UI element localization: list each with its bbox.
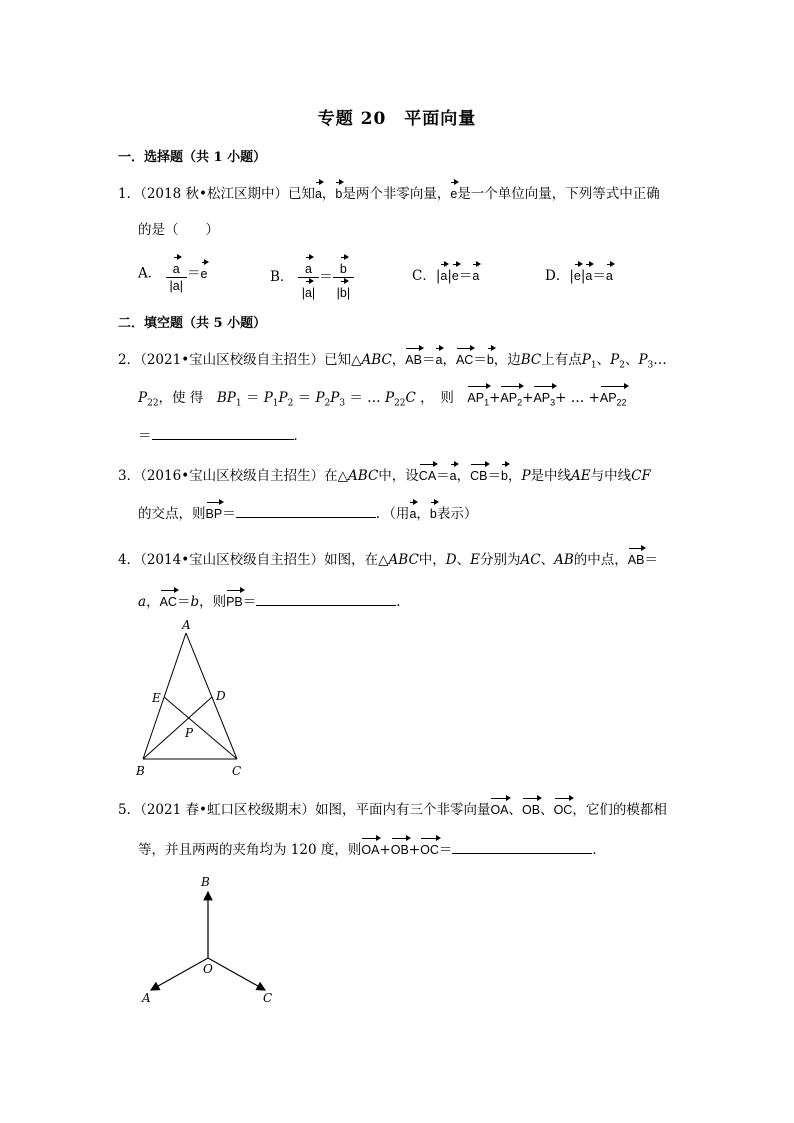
vector-oc (208, 958, 265, 990)
label-b: B (136, 764, 145, 778)
option-c[interactable]: C．|a|e＝a (412, 262, 479, 284)
question-2-line-1: 2．（2021•宝山区校级自主招生）已知△ABC，AB＝a，AC＝b，边BC上有点$P_1$、$P_2$、$P_3\dots$ (118, 346, 667, 371)
vectors-figure (135, 870, 285, 1010)
question-1-line-1: 1．（2018 秋•松江区期中）已知a，b是两个非零向量，e是一个单位向量，下列等式中正确 (118, 180, 660, 202)
question-1-line-2: 的是（ ） (138, 222, 219, 238)
label-a: A (142, 991, 151, 1005)
question-3-line-2: 的交点，则BP＝ ．（用a，b表示） (138, 500, 477, 522)
triangle-figure (130, 615, 260, 780)
label-e: E (152, 691, 161, 705)
option-b[interactable]: B． $\frac{a}{|a|}$ ＝ $\frac{b}{|b|}$ (270, 255, 354, 300)
question-4-line-2: a，AC＝b，则PB＝ ． (138, 588, 410, 610)
answer-blank-3[interactable] (236, 505, 376, 518)
answer-blank-4[interactable] (256, 593, 396, 606)
label-c: C (232, 764, 242, 778)
question-4-line-1: 4．（2014•宝山区校级自主招生）如图，在△ABC中，D、E分别为AC、AB的中点，AB＝ (118, 546, 658, 568)
answer-blank-2[interactable] (152, 427, 294, 440)
label-p: P (185, 726, 194, 740)
vector-oa (151, 958, 208, 990)
section-fill-heading: 二．填空题（共 5 小题） (118, 316, 267, 331)
label-c: C (263, 991, 273, 1005)
option-d[interactable]: D．|e|a＝a (545, 262, 613, 284)
median-cf (164, 697, 237, 759)
label-d: D (216, 689, 226, 703)
question-3-line-1: 3．（2016•宝山区校级自主招生）在△ABC中，设CA＝a，CB＝b，P是中线AE与中线CF (118, 462, 651, 484)
question-5-line-2: 等，并且两两的夹角均为 120 度，则OA+OB+OC＝ ． (138, 836, 606, 858)
option-a[interactable]: A． $\frac{a}{|a|}$ ＝e (138, 255, 207, 293)
answer-blank-5[interactable] (452, 841, 592, 854)
side-ac (186, 633, 237, 759)
label-o: O (203, 962, 213, 976)
question-2-line-2: $P_{22}$，使 得 $BP_1 = P_1P_2 = P_2P_3$ ＝ … $P_{22}C$ ， 则 $AP_1+AP_2+AP_3+$ … $+AP_{22}$ (138, 384, 627, 409)
section-choice-heading: 一．选择题（共 1 小题） (118, 150, 267, 165)
label-b: B (201, 875, 210, 889)
page-title: 专题 20 平面向量 (317, 109, 477, 129)
question-5-line-1: 5．（2021 春•虹口区校级期末）如图，平面内有三个非零向量OA、OB、OC，它们的模都相 (118, 796, 667, 818)
label-a: A (182, 618, 191, 632)
question-2-line-3: ＝ ． (138, 428, 307, 444)
